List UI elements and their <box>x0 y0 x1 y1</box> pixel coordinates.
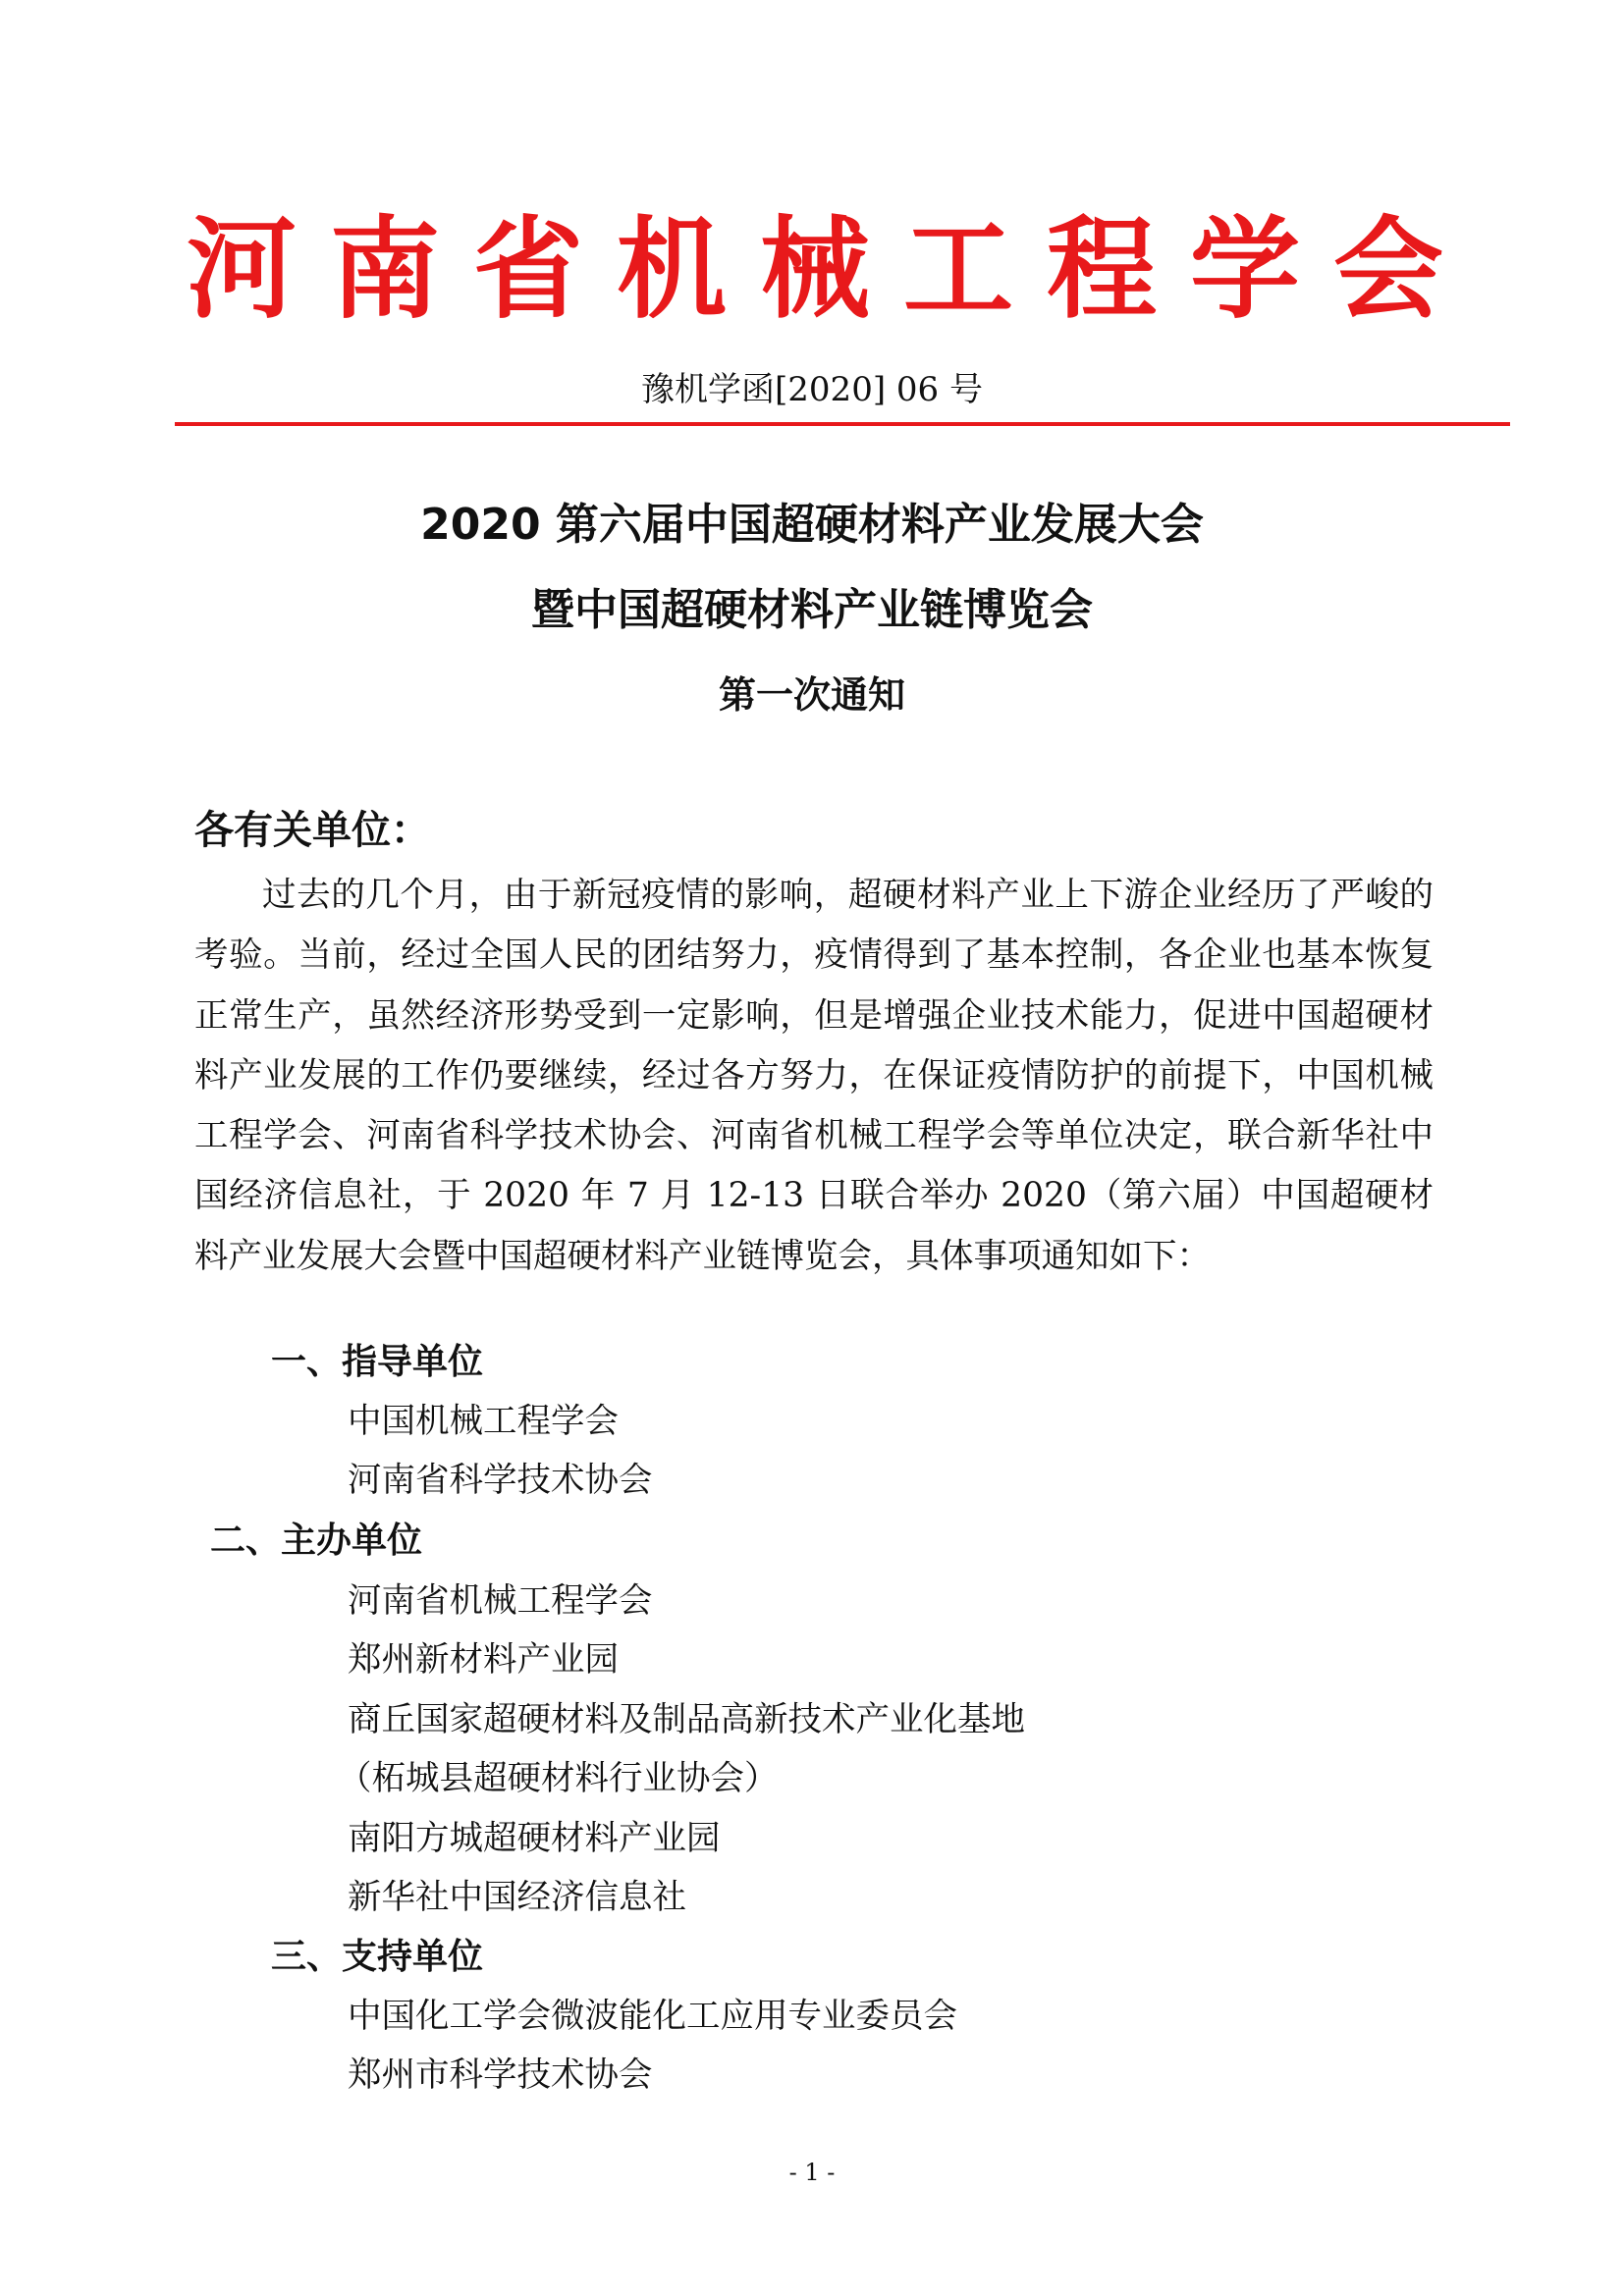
list-item: 南阳方城超硬材料产业园 <box>348 1819 721 1858</box>
list-item: 中国化工学会微波能化工应用专业委员会 <box>348 1997 957 2036</box>
letterhead-char: 机 <box>617 205 727 334</box>
list-item: 郑州新材料产业园 <box>348 1640 619 1680</box>
title-line-2: 暨中国超硬材料产业链博览会 <box>531 585 1093 635</box>
title-line-1: 2020 第六届中国超硬材料产业发展大会 <box>420 500 1204 550</box>
letterhead-char: 械 <box>760 205 870 334</box>
page-number: - 1 - <box>788 2159 836 2186</box>
list-item: （柘城县超硬材料行业协会） <box>338 1759 779 1798</box>
section-heading-guidance: 一、指导单位 <box>271 1342 484 1382</box>
section-heading-supporters: 三、支持单位 <box>271 1937 484 1977</box>
letterhead-char: 南 <box>330 205 440 334</box>
letterhead-char: 河 <box>187 205 297 334</box>
list-item: 河南省科学技术协会 <box>348 1461 653 1500</box>
letterhead-char: 会 <box>1333 205 1443 334</box>
list-item: 商丘国家超硬材料及制品高新技术产业化基地 <box>348 1700 1025 1739</box>
list-item: 新华社中国经济信息社 <box>348 1878 686 1917</box>
document-number: 豫机学函[2020] 06 号 <box>641 370 983 409</box>
letterhead-char: 省 <box>473 205 583 334</box>
letterhead-char: 工 <box>903 205 1013 334</box>
list-item: 中国机械工程学会 <box>348 1402 619 1441</box>
header-divider <box>175 422 1510 426</box>
salutation: 各有关单位： <box>194 808 430 853</box>
letterhead-char: 学 <box>1190 205 1300 334</box>
list-item: 郑州市科学技术协会 <box>348 2056 653 2095</box>
section-heading-organizers: 二、主办单位 <box>210 1521 423 1561</box>
letterhead-char: 程 <box>1047 205 1157 334</box>
body-paragraph: 过去的几个月，由于新冠疫情的影响，超硬材料产业上下游企业经历了严峻的考验。当前，经过全国人民的团结努力，疫情得到了基本控制，各企业也基本恢复正常生产，虽然经济形势受到一定影响，但是增强企业技术能力，促进中国超硬材料产业发展的工作仍要继续，经过各方努力，在保证疫情防护的前提下，中国机械工程学会、河南省科学技术协会、河南省机械工程学会等单位决定，联合新华社中国经济信息社，于 2020 年 7 月 12-13 日联合举办 2020（第六届）中国超硬材料产业发展大会暨中国超硬材料产业链博览会，具体事项通知如下： <box>194 876 1434 1276</box>
letterhead <box>187 201 1443 339</box>
list-item: 河南省机械工程学会 <box>348 1581 653 1621</box>
notice-subtitle: 第一次通知 <box>718 673 905 717</box>
